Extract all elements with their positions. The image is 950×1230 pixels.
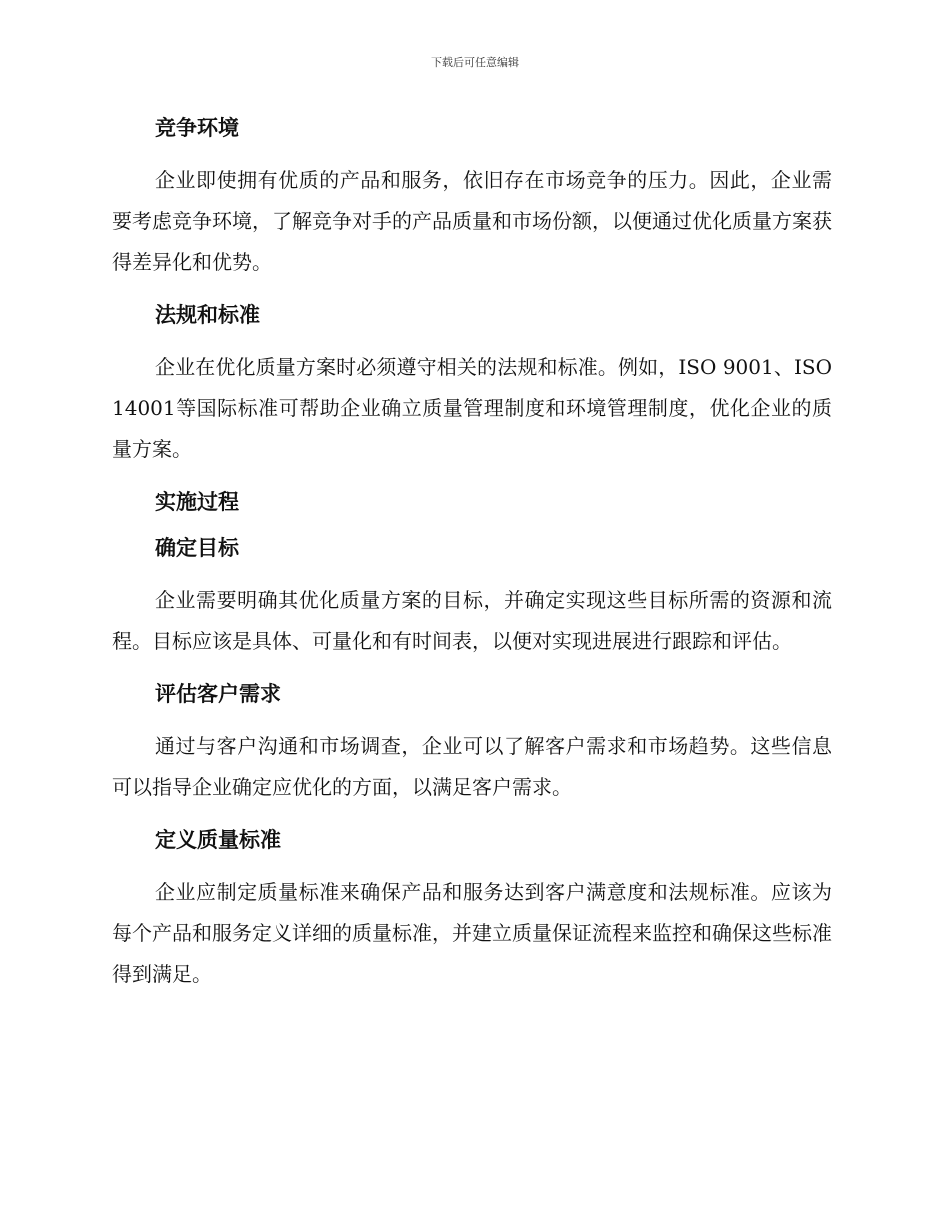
section-heading-customer-needs: 评估客户需求	[155, 682, 281, 706]
section-heading-implementation: 实施过程	[155, 490, 239, 514]
section-heading-regulations: 法规和标准	[155, 303, 260, 327]
section-paragraph-customer-needs: 通过与客户沟通和市场调查，企业可以了解客户需求和市场趋势。这些信息可以指导企业确定应优化的方面，以满足客户需求。	[112, 734, 832, 799]
section-heading-competition: 竞争环境	[155, 116, 239, 140]
section-heading-quality-standards: 定义质量标准	[155, 828, 281, 852]
section-paragraph-regulations: 企业在优化质量方案时必须遵守相关的法规和标准。例如，ISO 9001、ISO 14001等国际标准可帮助企业确立质量管理制度和环境管理制度，优化企业的质量方案。	[112, 355, 832, 461]
section-heading-goals: 确定目标	[155, 536, 239, 560]
section-paragraph-quality-standards: 企业应制定质量标准来确保产品和服务达到客户满意度和法规标准。应该为每个产品和服务定义详细的质量标准，并建立质量保证流程来监控和确保这些标准得到满足。	[112, 880, 832, 986]
section-paragraph-competition: 企业即使拥有优质的产品和服务，依旧存在市场竞争的压力。因此，企业需要考虑竞争环境，了解竞争对手的产品质量和市场份额，以便通过优化质量方案获得差异化和优势。	[112, 168, 832, 274]
document-body	[112, 108, 832, 1007]
section-paragraph-goals: 企业需要明确其优化质量方案的目标，并确定实现这些目标所需的资源和流程。目标应该是具体、可量化和有时间表，以便对实现进展进行跟踪和评估。	[112, 588, 832, 653]
page-header: 下载后可任意编辑	[431, 56, 519, 69]
